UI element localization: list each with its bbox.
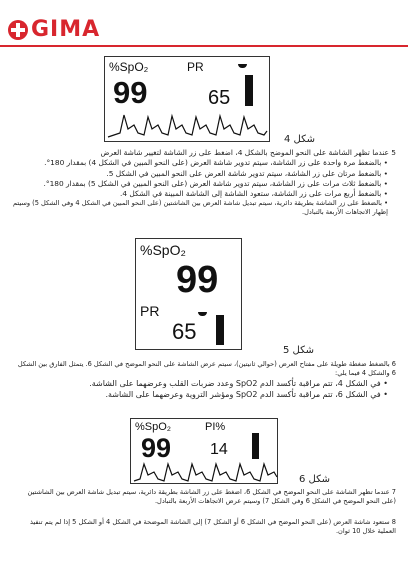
spo2-value: 99 (176, 259, 219, 301)
pulse-bar (216, 315, 224, 345)
pr-value: 65 (208, 87, 231, 109)
section-5-bullet: • بالضغط أربع مرات على زر الشاشة، ستعود الشاشة إلى الشاشة المبينة في الشكل 4. (119, 189, 388, 199)
section-7-text: 7 عندما تظهر الشاشة على النحو الموضح في الشكل 6، اضغط على زر الشاشة بطريقة دائرية، سيتم تبديل شاشة العرض بين الشاشتين (على النحو الموضح في الشكل 6 وفي الشكل 7) وسيتم عرض الاتجاهات الأربعة بالتبادل. (27, 488, 396, 506)
section-5-intro: 5 عندما تظهر الشاشة على النحو الموضح بالشكل 4، اضغط على زر الشاشة لتغيير شاشة العرض (100, 148, 396, 157)
section-6-bullet: • في الشكل 4، تتم مراقبة تأكسد الدم SpO2 وعدد ضربات القلب وعرضهما على الشاشة. (89, 379, 388, 389)
pr-label: PR (187, 60, 204, 74)
section-5-bullet: • بالضغط مرتان على زر الشاشة، سيتم تدوير شاشة العرض على النحو المبين في الشكل 5. (106, 168, 388, 178)
brand-name: GIMA (31, 17, 101, 42)
figure-4-display (104, 56, 270, 142)
section-5-bullet: • بالضغط على زر الشاشة بطريقة دائرية، سيتم تبديل شاشة العرض بين الشاشتين (على النحو المبين في الشكل 4 وفي الشكل 5) وسيتم إظهار الاتجاهات الأربعة بالتبادل. (12, 199, 388, 217)
figure-6-display (130, 418, 278, 484)
section-5 (12, 148, 396, 217)
figure-4-caption: شكل 4 (284, 134, 316, 145)
pulse-bar (245, 75, 253, 106)
pi-value: 14 (210, 441, 228, 458)
spo2-label: %SpO₂ (135, 421, 172, 433)
heart-indicator-icon (238, 64, 247, 68)
section-5-bullet: • بالضغط مرة واحدة على زر الشاشة، سيتم تدوير شاشة العرض (على النحو المبين في الشكل 4) بمقدار 180°. (44, 158, 388, 168)
page-header (0, 0, 408, 50)
figure-5-display (135, 238, 242, 350)
section-6-bullet: • في الشكل 6، تتم مراقبة تأكسد الدم SpO2 ومؤشر التروية وعرضهما على الشاشة. (105, 390, 388, 400)
section-5-bullet: • بالضغط ثلاث مرات على زر الشاشة، سيتم تدوير شاشة العرض (على النحو المبين في الشكل 5) بمقدار 180°. (43, 178, 388, 188)
spo2-label: %SpO₂ (140, 242, 186, 258)
section-8-text: 8 ستعود شاشة العرض (على النحو الموضح في الشكل 6 أو الشكل 7) إلى الشاشة الموضحة في الشكل 4 أو الشكل 5 إذا لم يتم تنفيذ العملية خلال 10 ثوان. (29, 518, 396, 536)
gima-logo (8, 17, 101, 42)
section-7 (12, 488, 396, 506)
pr-label: PR (140, 303, 160, 319)
section-6-intro: 6 بالضغط ضغطة طويلة على مفتاح العرض (حوالي ثانيتين)، سيتم عرض الشاشة على النحو الموضح في الشكل 6. يتمثل الفارق بين الشكل 6 والشكل 4 فيما يلي: (17, 360, 396, 378)
pr-value: 65 (172, 319, 197, 344)
spo2-value: 99 (113, 75, 148, 110)
pleth-waveform (132, 461, 278, 483)
figure-5-caption: شكل 5 (283, 345, 315, 356)
figure-6-caption: شكل 6 (299, 474, 331, 485)
section-8 (12, 518, 396, 536)
pleth-waveform (106, 111, 269, 139)
heart-indicator-icon (198, 312, 207, 316)
medical-cross-icon (8, 20, 28, 40)
spo2-value: 99 (141, 433, 172, 463)
spo2-label: %SpO₂ (109, 60, 149, 74)
pulse-bar (252, 433, 259, 459)
pi-label: PI% (205, 421, 226, 433)
header-divider (0, 45, 408, 47)
section-6 (12, 360, 396, 400)
